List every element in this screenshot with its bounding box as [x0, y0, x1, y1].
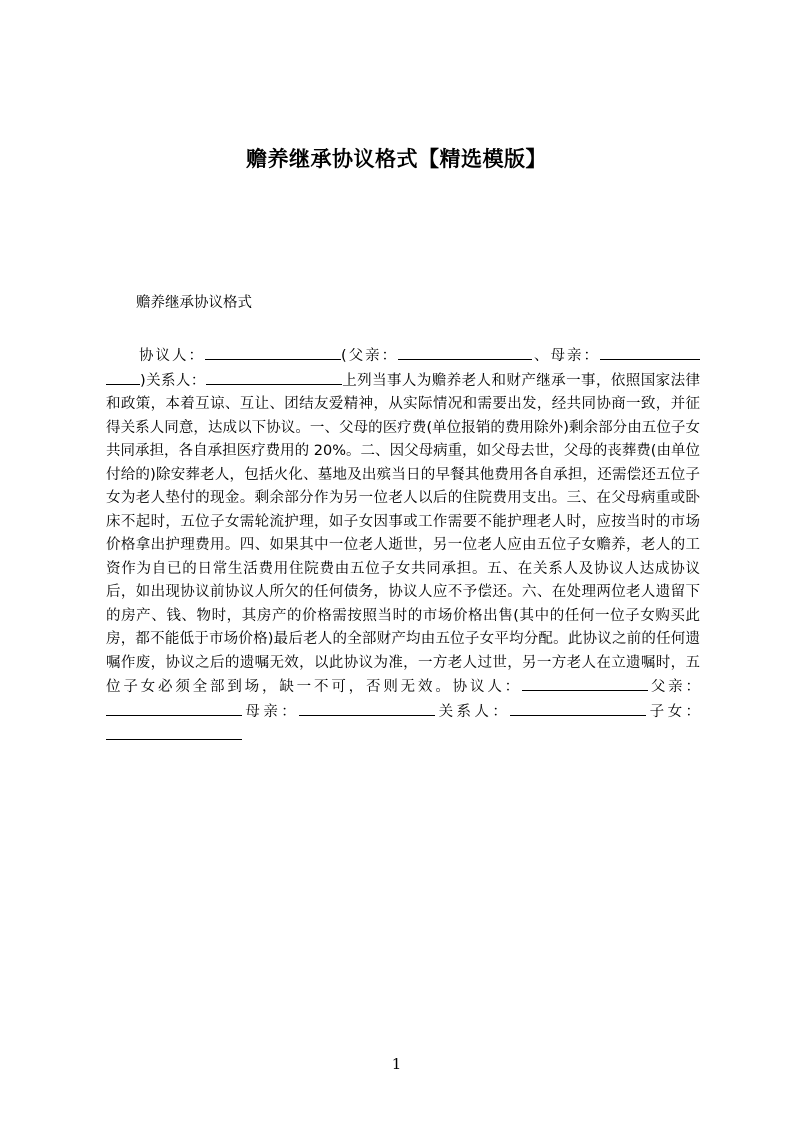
body-text-related-party: )关系人：: [140, 372, 206, 389]
body-text-clauses: 上列当事人为赡养老人和财产继承一事，依照国家法律和政策，本着互谅、互让、团结友爱精神，从实际情况和需要出发，经共同协商一致，并征得关系人同意，达成以下协议。一、父母的医疗费(单位报销的费用除外)剩余部分由五位子女共同承担，各自承担医疗费用的 20%。二、因父母病重，如父母去世，父母的丧葬费(由单位付给的)除安葬老人，包括火化、墓地及出殡当日的早餐其他费用各自承担，还需偿还五位子女为老人垫付的现金。剩余部分作为另一位老人以后的住院费用支出。三、在父母病重或卧床不起时，五位子女需轮流护理，如子女因事或工作需要不能护理老人时，应按当时的市场价格拿出护理费用。四、如果其中一位老人逝世，另一位老人应由五位子女赡养，老人的工资作为自已的日常生活费用住院费由五位子女共同承担。五、在关系人及协议人达成协议后，如出现协议前协议人所欠的任何债务，协议人应不予偿还。六、在处理两位老人遗留下的房产、钱、物时，其房产的价格需按照当时的市场价格出售(其中的任何一位子女购买此房，都不能低于市场价格)最后老人的全部财产均由五位子女平均分配。此协议之前的任何遗嘱作废，协议之后的遗嘱无效，以此协议为准，一方老人过世，另一方老人在立遗嘱时，五位子女必须全部到场，缺一不可，否则无效。协议人：: [106, 372, 700, 695]
body-text-related-party-2: 关系人：: [435, 703, 511, 720]
document-title: 赡养继承协议格式【精选模版】: [246, 147, 547, 171]
blank-signatory-2: [522, 675, 648, 691]
blank-mother-cont: [106, 369, 140, 385]
blank-children: [106, 724, 242, 740]
blank-signatory: [205, 344, 341, 360]
document-subtitle: 赡养继承协议格式: [136, 295, 252, 311]
blank-mother: [600, 344, 700, 360]
blank-father-2: [106, 700, 242, 716]
agreement-body: [106, 344, 700, 749]
body-text-children: 子女：: [646, 703, 701, 720]
body-text-mother-2: 母亲：: [242, 703, 300, 720]
blank-related-party-2: [510, 700, 646, 716]
body-text-mother: 、母亲：: [532, 348, 600, 364]
blank-related-party: [206, 369, 342, 385]
body-text-father: (父亲：: [340, 348, 399, 364]
body-text-father-2: 父亲：: [648, 679, 700, 695]
body-text-signatory: 协议人：: [139, 348, 205, 364]
page-number: 1: [391, 1055, 402, 1073]
blank-father: [398, 344, 532, 360]
blank-mother-2: [299, 700, 435, 716]
